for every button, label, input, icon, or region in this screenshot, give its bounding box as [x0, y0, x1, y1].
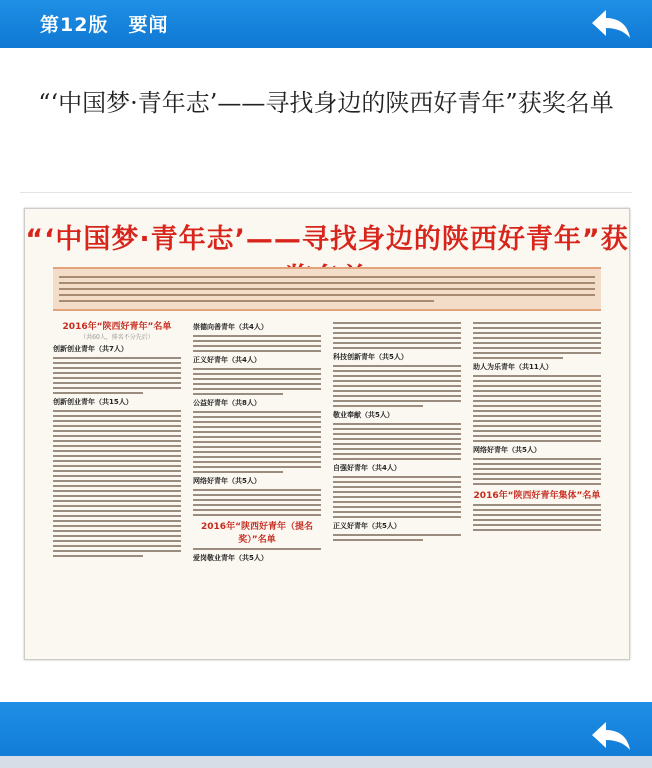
group-title: 2016年“陕西好青年集体”名单: [473, 491, 601, 501]
category-heading: 爱岗敬业青年（共5人）: [193, 554, 268, 562]
category-heading: 网络好青年（共5人）: [473, 446, 541, 454]
clipping-column-3: [333, 319, 461, 654]
category-heading: 正义好青年（共4人）: [193, 356, 261, 364]
category-heading: 正义好青年（共5人）: [333, 522, 401, 530]
back-button-bottom[interactable]: [588, 718, 636, 754]
category-heading: 网络好青年（共5人）: [193, 477, 261, 485]
clipping-column-1: [53, 319, 181, 654]
newspaper-clipping-image[interactable]: [24, 208, 630, 660]
category-heading: 创新创业青年（共15人）: [53, 398, 133, 406]
category-heading: 创新创业青年（共7人）: [53, 345, 128, 353]
category-heading: 自强好青年（共4人）: [333, 464, 401, 472]
back-arrow-icon: [588, 6, 636, 42]
article-title: “‘中国梦·青年志’——寻找身边的陕西好青年”获奖名单: [38, 89, 614, 117]
divider: [20, 192, 632, 193]
list-title: 2016年“陕西好青年”名单: [62, 322, 172, 332]
clipping-column-2: [193, 319, 321, 654]
system-taskbar: [0, 756, 652, 768]
clipping-column-4: [473, 319, 601, 654]
category-heading: 助人为乐青年（共11人）: [473, 363, 553, 371]
clipping-intro: [53, 267, 601, 311]
category-heading: 公益好青年（共8人）: [193, 399, 261, 407]
back-arrow-icon: [588, 718, 636, 754]
clipping-columns: [53, 319, 601, 654]
clipping-title: “‘中国梦·青年志’——寻找身边的陕西好青年”获: [25, 224, 629, 255]
list-note: （共60人，排名不分先后）: [80, 334, 154, 341]
nominee-title: 2016年“陕西好青年（提名奖）”名单: [201, 522, 313, 545]
back-button[interactable]: [588, 6, 636, 42]
category-heading: 科技创新青年（共5人）: [333, 353, 408, 361]
category-heading: 崇德向善青年（共4人）: [193, 323, 268, 331]
edition-label: 第12版 要闻: [40, 14, 169, 36]
category-heading: 敬业奉献（共5人）: [333, 411, 394, 419]
top-header-bar: [0, 0, 652, 48]
